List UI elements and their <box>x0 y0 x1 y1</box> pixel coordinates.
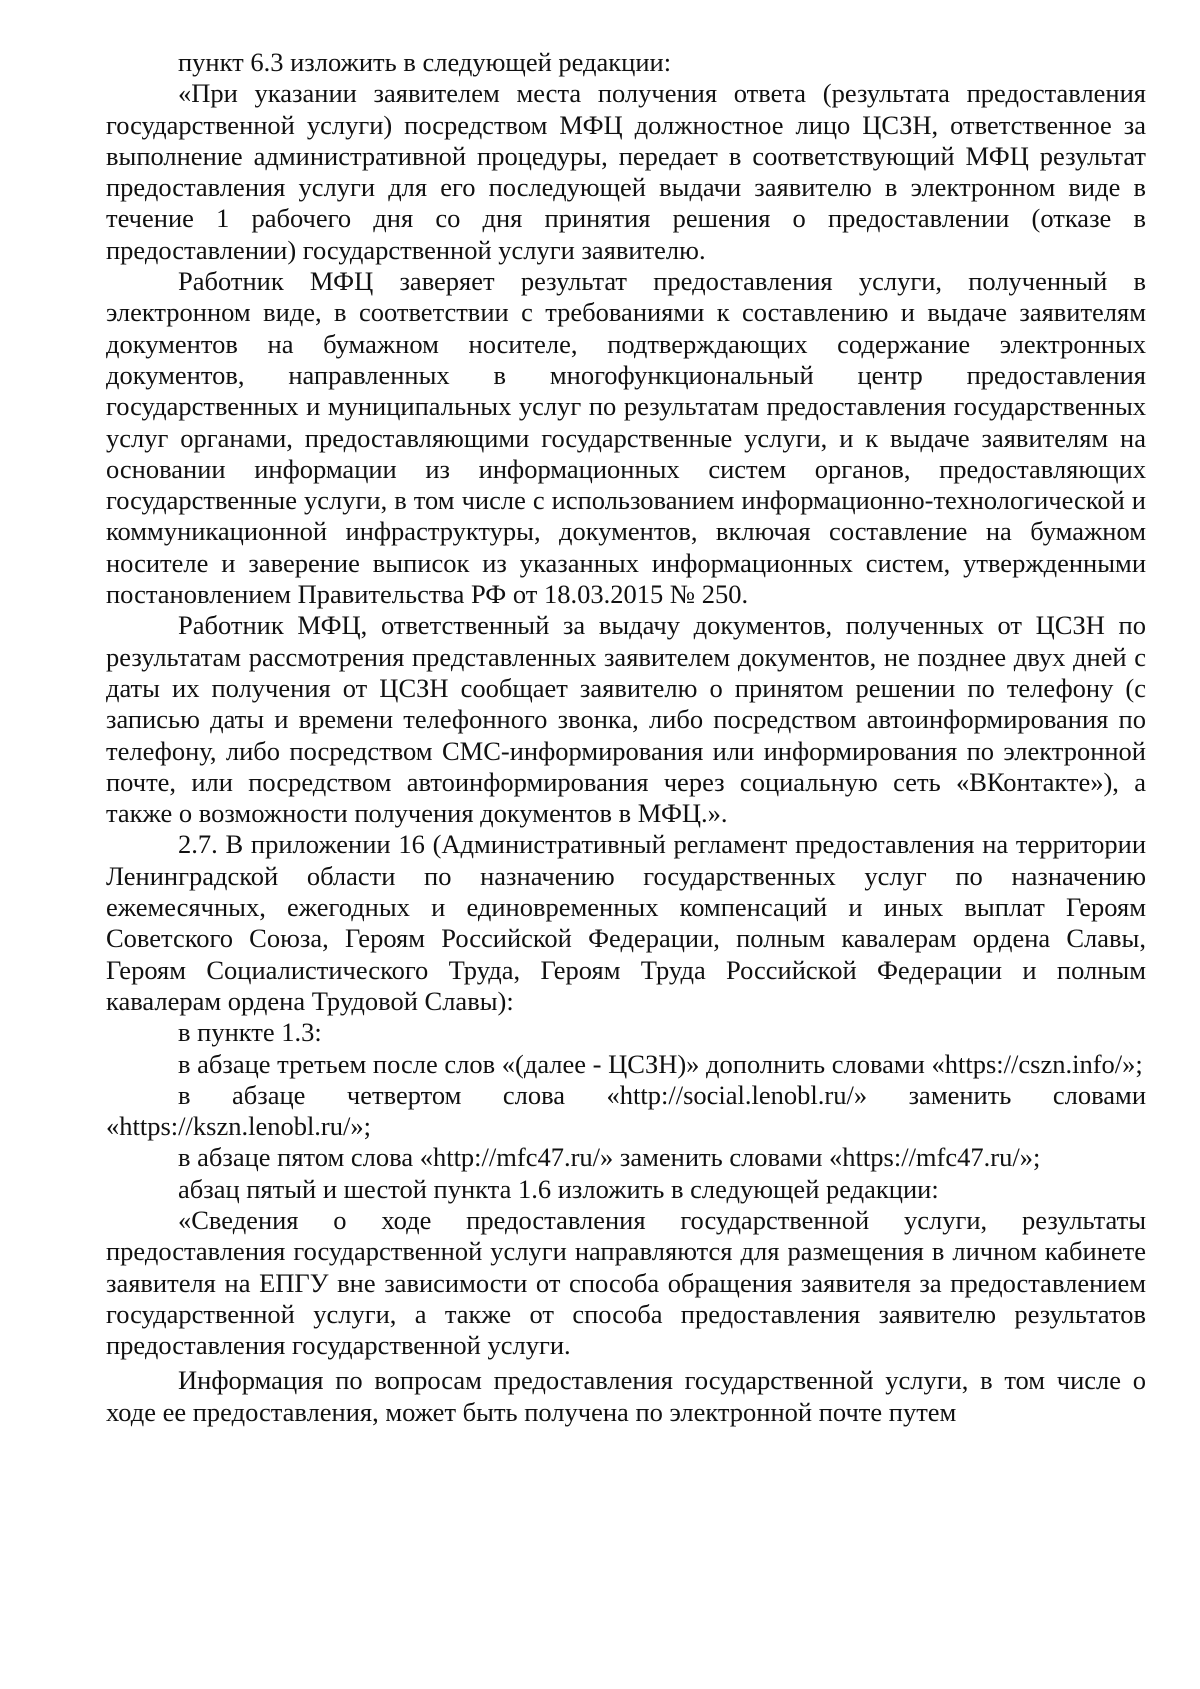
paragraph: Работник МФЦ, ответственный за выдачу документов, полученных от ЦСЗН по результатам рассмотрения представленных заявителем документов, не позднее двух дней с даты их получения от ЦСЗН сообщает заявителю о принятом решении по телефону (с записью даты и времени телефонного звонка, либо посредством автоинформирования по телефону, либо посредством СМС-информирования или информирования по электронной почте, или посредством автоинформирования через социальную сеть «ВКонтакте»), а также о возможности получения документов в МФЦ.». <box>106 610 1146 829</box>
paragraph: «При указании заявителем места получения ответа (результата предоставления государственной услуги) посредством МФЦ должностное лицо ЦСЗН, ответственное за выполнение административной процедуры, передает в соответствующий МФЦ результат предоставления услуги для его последующей выдачи заявителю в электронном виде в течение 1 рабочего дня со дня принятия решения о предоставлении (отказе в предоставлении) государственной услуги заявителю. <box>106 78 1146 265</box>
paragraph: 2.7. В приложении 16 (Административный регламент предоставления на территории Ленинградской области по назначению государственных услуг по назначению ежемесячных, ежегодных и единовременных компенсаций и иных выплат Героям Советского Союза, Героям Российской Федерации, полным кавалерам ордена Славы, Героям Социалистического Труда, Героям Труда Российской Федерации и полным кавалерам ордена Трудовой Славы): <box>106 829 1146 1016</box>
paragraph: в пункте 1.3: <box>178 1017 322 1048</box>
paragraph: в абзаце четвертом слова «http://social.lenobl.ru/» заменить словами «https://kszn.lenobl.ru/»; <box>106 1079 1146 1142</box>
document-body <box>106 47 1146 1428</box>
paragraph: абзац пятый и шестой пункта 1.6 изложить в следующей редакции: <box>178 1173 939 1204</box>
paragraph: пункт 6.3 изложить в следующей редакции: <box>178 47 672 77</box>
paragraph: в абзаце пятом слова «http://mfc47.ru/» заменить словами «https://mfc47.ru/»; <box>178 1142 1041 1173</box>
paragraph: в абзаце третьем после слов «(далее - ЦСЗН)» дополнить словами «https://cszn.info/»; <box>178 1048 1143 1079</box>
paragraph: Информация по вопросам предоставления государственной услуги, в том числе о ходе ее предоставления, может быть получена по электронной почте путем <box>106 1365 1146 1427</box>
paragraph: «Сведения о ходе предоставления государственной услуги, результаты предоставления государственной услуги направляются для размещения в личном кабинете заявителя на ЕПГУ вне зависимости от способа обращения заявителя за предоставлением государственной услуги, а также от способа предоставления заявителю результатов предоставления государственной услуги. <box>106 1204 1146 1361</box>
paragraph: Работник МФЦ заверяет результат предоставления услуги, полученный в электронном виде, в соответствии с требованиями к составлению и выдаче заявителям документов на бумажном носителе, подтверждающих содержание электронных документов, направленных в многофункциональный центр предоставления государственных и муниципальных услуг по результатам предоставления государственных услуг органами, предоставляющими государственные услуги, и к выдаче заявителям на основании информации из информационных систем органов, предоставляющих государственные услуги, в том числе с использованием информационно-технологической и коммуникационной инфраструктуры, документов, включая составление на бумажном носителе и заверение выписок из указанных информационных систем, утвержденными постановлением Правительства РФ от 18.03.2015 № 250. <box>106 266 1146 610</box>
